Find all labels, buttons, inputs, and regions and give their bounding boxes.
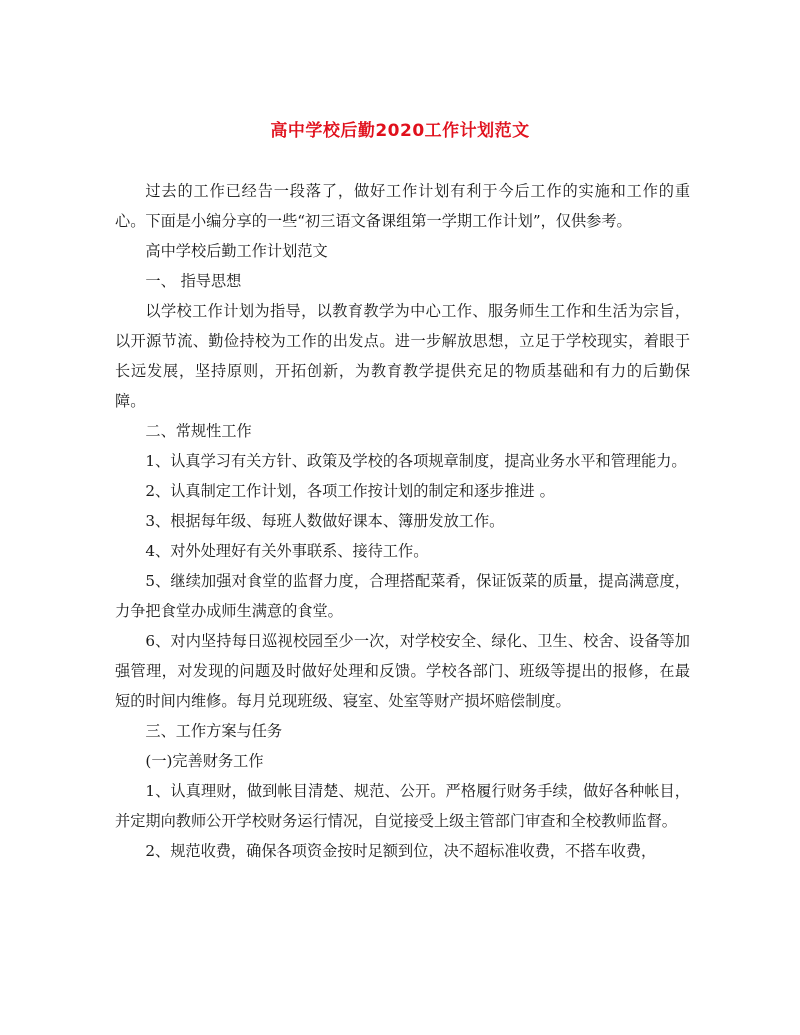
- section-heading-1: 一、 指导思想: [145, 272, 242, 290]
- document-body: [115, 176, 690, 866]
- list-item: 2、规范收费，确保各项资金按时足额到位，决不超标准收费，不搭车收费，: [145, 842, 657, 860]
- list-item: 1、认真学习有关方针、政策及学校的各项规章制度，提高业务水平和管理能力。: [145, 452, 687, 470]
- list-item: 6、对内坚持每日巡视校园至少一次，对学校安全、绿化、卫生、校舍、设备等加强管理，对发现的问题及时做好处理和反馈。学校各部门、班级等提出的报修，在最短的时间内维修。每月兑现班级、寝室、处室等财产损坏赔偿制度。: [115, 632, 690, 710]
- list-item: 4、对外处理好有关外事联系、接待工作。: [145, 542, 429, 560]
- subtitle-line: 高中学校后勤工作计划范文: [145, 242, 328, 260]
- list-item: 1、认真理财，做到帐目清楚、规范、公开。严格履行财务手续，做好各种帐目，并定期向教师公开学校财务运行情况，自觉接受上级主管部门审查和全校教师监督。: [115, 782, 690, 830]
- section-heading-2: 二、常规性工作: [145, 422, 252, 440]
- document-title: 高中学校后勤2020工作计划范文: [270, 121, 530, 141]
- section-heading-3: 三、工作方案与任务: [145, 722, 283, 740]
- intro-paragraph: 过去的工作已经告一段落了，做好工作计划有利于今后工作的实施和工作的重心。下面是小编分享的一些“初三语文备课组第一学期工作计划”，仅供参考。: [115, 182, 690, 230]
- list-item: 5、继续加强对食堂的监督力度，合理搭配菜肴，保证饭菜的质量，提高满意度，力争把食堂办成师生满意的食堂。: [115, 572, 690, 620]
- subsection-heading: (一)完善财务工作: [145, 752, 264, 770]
- list-item: 2、认真制定工作计划，各项工作按计划的制定和逐步推进 。: [145, 482, 555, 500]
- list-item: 3、根据每年级、每班人数做好课本、簿册发放工作。: [145, 512, 505, 530]
- guiding-thought-paragraph: 以学校工作计划为指导，以教育教学为中心工作、服务师生工作和生活为宗旨，以开源节流、勤俭持校为工作的出发点。进一步解放思想，立足于学校现实，着眼于长远发展，坚持原则，开拓创新，为教育教学提供充足的物质基础和有力的后勤保障。: [115, 302, 690, 410]
